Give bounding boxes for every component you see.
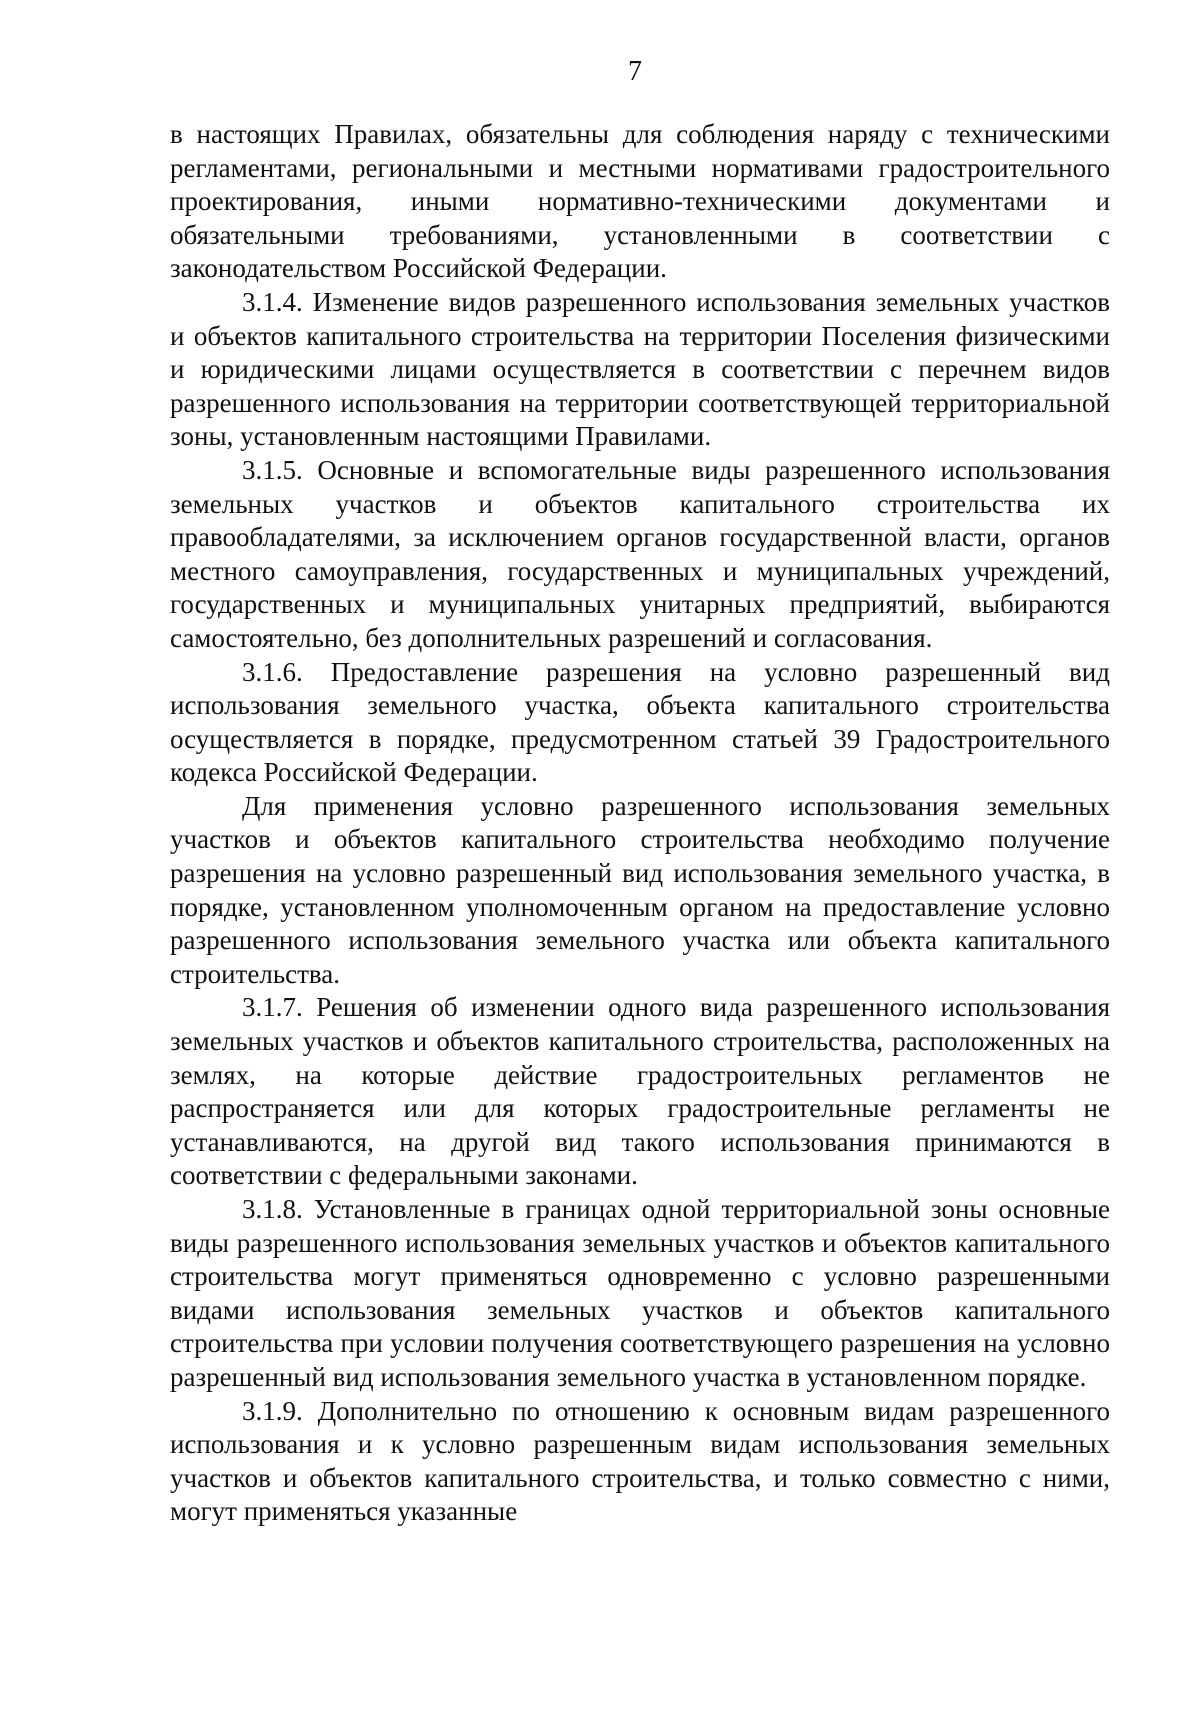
paragraph-3-1-8: 3.1.8. Установленные в границах одной территориальной зоны основные виды разрешенного использования земельных участков и объектов капитального строительства могут применяться одновременно с условно разрешенными видами использования земельных участков и объектов капитального строительства при условии получения соответствующего разрешения на условно разрешенный вид использования земельного участка в установленном порядке. [170,1194,1110,1392]
paragraph-3-1-5: 3.1.5. Основные и вспомогательные виды разрешенного использования земельных участков и объектов капитального строительства их правообладателями, за исключением органов государственной власти, органов местного самоуправления, государственных и муниципальных учреждений, государственных и муниципальных унитарных предприятий, выбираются самостоятельно, без дополнительных разрешений и согласования. [170,454,1110,653]
document-body [170,118,1110,1529]
paragraph-conditional-use: Для применения условно разрешенного использования земельных участков и объектов капитального строительства необходимо получение разрешения на условно разрешенный вид использования земельного участка, в порядке, установленном уполномоченным органом на предоставление условно разрешенного использования земельного участка или объекта капитального строительства. [170,790,1110,989]
paragraph-3-1-6: 3.1.6. Предоставление разрешения на условно разрешенный вид использования земельного участка, объекта капитального строительства осуществляется в порядке, предусмотренном статьей 39 Градостроительного кодекса Российской Федерации. [170,656,1110,788]
paragraph-3-1-7: 3.1.7. Решения об изменении одного вида разрешенного использования земельных участков и объектов капитального строительства, расположенных на землях, на которые действие градостроительных регламентов не распространяется или для которых градостроительные регламенты не устанавливаются, на другой вид такого использования принимаются в соответствии с федеральными законами. [170,992,1110,1191]
page-number: 7 [628,56,642,87]
paragraph-3-1-9: 3.1.9. Дополнительно по отношению к основным видам разрешенного использования и к условно разрешенным видам использования земельных участков и объектов капитального строительства, и только совместно с ними, могут применяться указанные [170,1395,1110,1527]
paragraph-continuation: в настоящих Правилах, обязательны для соблюдения наряду с техническими регламентами, региональными и местными нормативами градостроительного проектирования, иными нормативно-техническими документами и обязательными требованиями, установленными в соответствии с законодательством Российской Федерации. [170,119,1110,284]
paragraph-3-1-4: 3.1.4. Изменение видов разрешенного использования земельных участков и объектов капитального строительства на территории Поселения физическими и юридическими лицами осуществляется в соответствии с перечнем видов разрешенного использования на территории соответствующей территориальной зоны, установленным настоящими Правилами. [170,286,1110,452]
